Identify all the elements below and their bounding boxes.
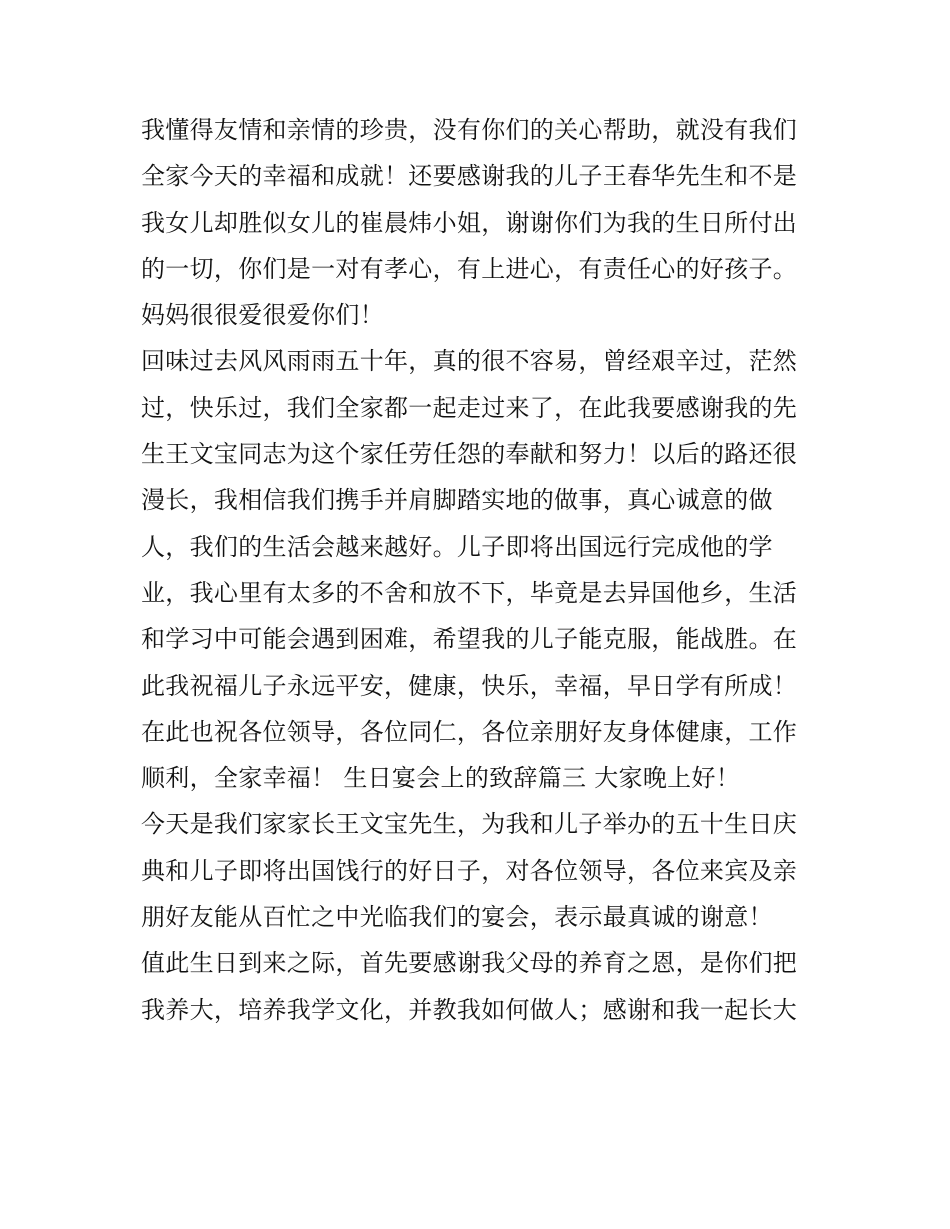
text-line: 顺利，全家幸福！ 生日宴会上的致辞篇三 大家晚上好！: [141, 764, 741, 793]
text-line: 全家今天的幸福和成就！还要感谢我的儿子王春华先生和不是: [141, 162, 798, 191]
text-line: 值此生日到来之际，首先要感谢我父母的养育之恩，是你们把: [141, 949, 798, 978]
text-line: 妈妈很很爱很爱你们！: [141, 301, 384, 330]
text-line: 过，快乐过，我们全家都一起走过来了，在此我要感谢我的先: [141, 393, 798, 422]
text-line: 我女儿却胜似女儿的崔晨炜小姐，谢谢你们为我的生日所付出: [141, 208, 798, 237]
text-line: 此我祝福儿子永远平安，健康，快乐，幸福，早日学有所成！: [141, 671, 798, 700]
text-line: 人，我们的生活会越来越好。儿子即将出国远行完成他的学: [141, 532, 773, 561]
text-line: 业，我心里有太多的不舍和放不下，毕竟是去异国他乡，生活: [141, 578, 798, 607]
text-line: 朋好友能从百忙之中光临我们的宴会，表示最真诚的谢意！: [141, 903, 773, 932]
text-line: 我懂得友情和亲情的珍贵，没有你们的关心帮助，就没有我们: [141, 116, 798, 144]
text-line: 漫长，我相信我们携手并肩脚踏实地的做事，真心诚意的做: [141, 486, 773, 515]
text-line: 在此也祝各位领导，各位同仁，各位亲朋好友身体健康，工作: [141, 717, 798, 746]
text-line: 回味过去风风雨雨五十年，真的很不容易，曾经艰辛过，茫然: [141, 347, 798, 376]
speech-text-body: [141, 107, 831, 1033]
text-line: 今天是我们家家长王文宝先生，为我和儿子举办的五十生日庆: [141, 810, 798, 839]
text-line: 和学习中可能会遇到困难，希望我的儿子能克服，能战胜。在: [141, 625, 798, 654]
text-line: 生王文宝同志为这个家任劳任怨的奉献和努力！以后的路还很: [141, 440, 798, 469]
text-line: 典和儿子即将出国饯行的好日子，对各位领导，各位来宾及亲: [141, 856, 798, 885]
text-line: 的一切，你们是一对有孝心，有上进心，有责任心的好孩子。: [141, 254, 798, 283]
text-line: 我养大，培养我学文化，并教我如何做人；感谢和我一起长大: [141, 995, 798, 1024]
